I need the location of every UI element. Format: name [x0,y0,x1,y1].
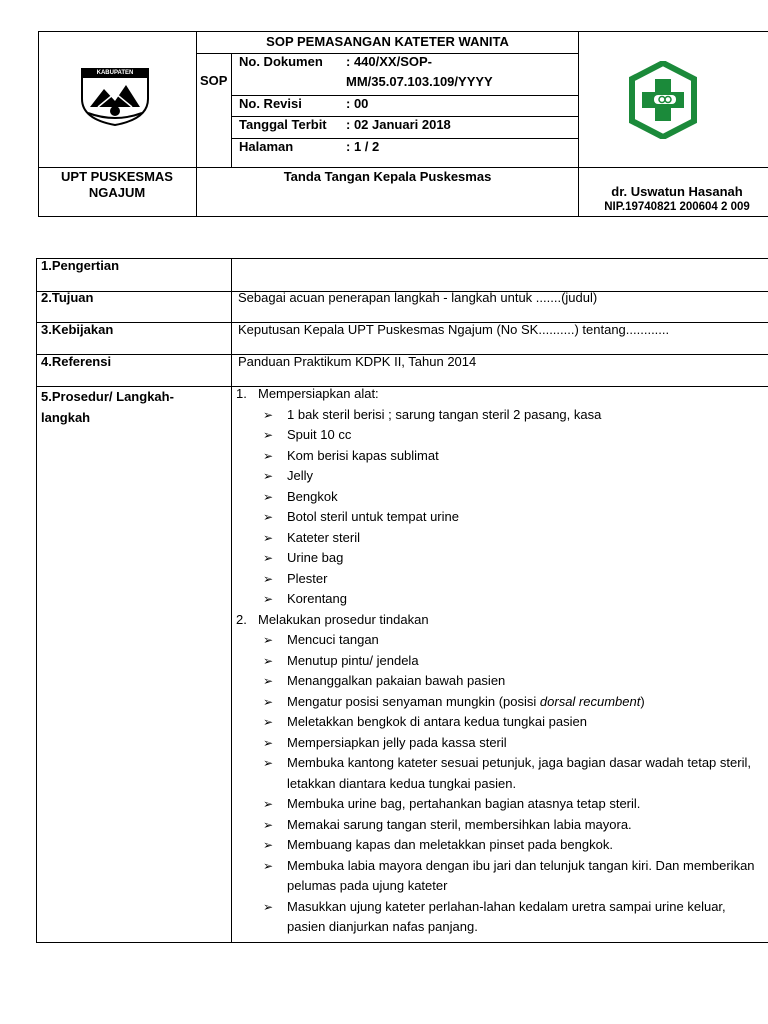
list-item-text: Spuit 10 cc [287,427,352,442]
list-item-text: Kom berisi kapas sublimat [287,447,439,463]
section-text-kebijakan: Keputusan Kepala UPT Puskesmas Ngajum (No SK..........) tentang............ [238,322,670,337]
list-item-text-close: ) [640,693,645,709]
list-item-text: Plester [287,570,328,586]
list-item [236,548,766,569]
bullet-arrow-icon: ➢ [263,510,274,524]
bullet-arrow-icon: ➢ [263,448,274,463]
field-label-tanggal-terbit: Tanggal Terbit [239,117,327,132]
section-label-prosedur [41,386,174,428]
field-value-no-dokumen-1: : 440/XX/SOP- [346,54,432,69]
section-label-pengertian: 1.Pengertian [41,258,120,273]
list-item-text: Membuang kapas dan meletakkan pinset pada bengkok. [287,837,613,852]
step2-title: Melakukan prosedur tindakan [258,611,429,627]
list-item-text: Bengkok [287,488,338,504]
step2-list [236,630,766,938]
step1-title: Mempersiapkan alat: [258,386,379,401]
bullet-arrow-icon: ➢ [263,899,274,914]
list-item-text: Urine bag [287,550,344,565]
list-item-italic-text: dorsal recumbent [539,693,641,709]
field-value-no-dokumen-2: MM/35.07.103.109/YYYY [346,74,493,89]
signature-heading: Tanda Tangan Kepala Puskesmas [283,169,492,184]
list-item-text: Korentang [287,591,347,606]
bullet-arrow-icon: ➢ [263,715,274,729]
list-item-text: Memakai sarung tangan steril, membersihkan labia mayora. [287,816,632,832]
list-item-text: Kateter steril [287,529,360,545]
list-item-text: Mengatur posisi senyaman mungkin (posisi [287,693,540,709]
field-value-halaman: : 1 / 2 [346,139,380,154]
org-name-line2: NGAJUM [88,185,146,200]
bullet-arrow-icon: ➢ [263,571,274,586]
list-item [236,425,766,446]
list-item [236,446,766,467]
list-item [236,630,766,651]
list-item-text: Meletakkan bengkok di antara kedua tungkai pasien [287,714,587,729]
bullet-arrow-icon: ➢ [263,756,274,770]
list-item [236,507,766,528]
list-item [236,733,766,754]
list-item-text: Mencuci tangan [287,632,379,647]
step2-number: 2. [236,611,247,627]
list-item [236,897,766,938]
logo-caption: KABUPATEN MALANG [96,70,134,86]
sop-label: SOP [200,73,228,88]
list-item-text: Jelly [287,468,314,483]
bullet-arrow-icon: ➢ [263,817,274,832]
list-item-text: Menutup pintu/ jendela [287,652,419,668]
bullet-arrow-icon: ➢ [263,838,274,852]
bullet-arrow-icon: ➢ [263,735,274,750]
list-item-text: Membuka kantong kateter sesuai petunjuk, jaga bagian dasar wadah tetap steril, letakkan diantara kedua tungkai pasien. [287,755,751,791]
prosedur-label-line2: langkah [41,410,91,425]
list-item-text: Menanggalkan pakaian bawah pasien [287,673,506,688]
list-item [236,569,766,590]
bullet-arrow-icon: ➢ [263,653,274,668]
document-title: SOP PEMASANGAN KATETER WANITA [266,34,509,49]
step1-heading [236,384,766,405]
bullet-arrow-icon: ➢ [263,858,274,873]
list-item [236,712,766,733]
signer-nip: NIP.19740821 200604 2 009 [604,201,750,213]
list-item [236,835,766,856]
bullet-arrow-icon: ➢ [263,797,274,811]
bullet-arrow-icon: ➢ [263,530,274,545]
field-label-no-revisi: No. Revisi [239,96,302,111]
signer-name: dr. Uswatun Hasanah [611,184,743,199]
list-item [236,794,766,815]
procedure-steps [236,384,766,938]
step1-list [236,405,766,610]
bullet-arrow-icon: ➢ [263,407,274,422]
field-label-halaman: Halaman [239,139,294,154]
bullet-arrow-icon: ➢ [263,592,274,606]
list-item [236,589,766,610]
section-text-tujuan: Sebagai acuan penerapan langkah - langkah untuk .......(judul) [238,290,598,305]
bullet-arrow-icon: ➢ [263,489,274,504]
section-label-tujuan: 2.Tujuan [41,290,94,305]
org-name [38,169,196,201]
list-item [236,671,766,692]
section-label-referensi: 4.Referensi [41,354,112,369]
list-item [236,753,766,794]
list-item [236,466,766,487]
bullet-arrow-icon: ➢ [263,694,274,709]
bullet-arrow-icon: ➢ [263,551,274,565]
org-name-line1: UPT PUSKESMAS [61,169,173,184]
field-value-no-revisi: : 00 [346,96,369,111]
list-item [236,856,766,897]
list-item-text: Masukkan ujung kateter perlahan-lahan kedalam uretra sampai urine keluar, pasien dianjurkan nafas panjang. [287,898,726,934]
list-item [236,692,766,713]
puskesmas-logo [624,61,702,139]
kabupaten-malang-logo [74,63,156,127]
list-item-text: Botol steril untuk tempat urine [287,509,459,524]
step1-number: 1. [236,386,247,401]
list-item [236,405,766,426]
section-label-kebijakan: 3.Kebijakan [41,322,114,337]
bullet-arrow-icon: ➢ [263,674,274,688]
field-value-tanggal-terbit: : 02 Januari 2018 [346,117,451,132]
bullet-arrow-icon: ➢ [263,428,274,442]
section-text-referensi: Panduan Praktikum KDPK II, Tahun 2014 [238,354,477,369]
list-item [236,487,766,508]
field-label-no-dokumen: No. Dokumen [239,54,323,69]
bullet-arrow-icon: ➢ [263,633,274,647]
list-item [236,815,766,836]
bullet-arrow-icon: ➢ [263,469,274,483]
step2-heading [236,610,766,631]
list-item [236,651,766,672]
list-item-text: Mempersiapkan jelly pada kassa steril [287,734,507,750]
list-item [236,528,766,549]
list-item-text: 1 bak steril berisi ; sarung tangan steril 2 pasang, kasa [287,406,602,422]
prosedur-label-line1: 5.Prosedur/ Langkah- [41,389,174,404]
list-item-text: Membuka labia mayora dengan ibu jari dan telunjuk tangan kiri. Dan memberikan pelumas pada ujung kateter [287,857,755,893]
list-item-text: Membuka urine bag, pertahankan bagian atasnya tetap steril. [287,796,641,811]
